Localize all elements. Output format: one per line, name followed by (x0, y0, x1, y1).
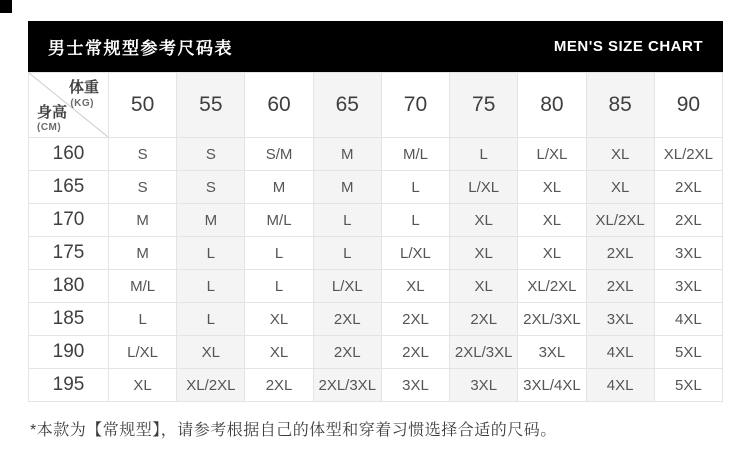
size-cell: L (313, 204, 381, 237)
size-cell: M (313, 138, 381, 171)
height-label: 身高 (37, 103, 68, 121)
height-header-cell: 190 (29, 336, 109, 369)
weight-header-cell: 85 (586, 73, 654, 138)
size-cell: 2XL (586, 270, 654, 303)
size-cell: 2XL/3XL (518, 303, 586, 336)
table-row (29, 237, 723, 270)
size-cell: 4XL (586, 369, 654, 402)
size-cell: 2XL (313, 336, 381, 369)
size-cell: 2XL (381, 336, 449, 369)
size-cell: XL (381, 270, 449, 303)
chart-title-english: MEN'S SIZE CHART (553, 38, 703, 55)
chart-title-chinese: 男士常规型参考尺码表 (48, 39, 233, 58)
size-cell: M (245, 171, 313, 204)
size-cell: XL/2XL (177, 369, 245, 402)
height-header-cell: 195 (29, 369, 109, 402)
weight-header-cell: 80 (518, 73, 586, 138)
size-cell: 3XL/4XL (518, 369, 586, 402)
size-cell: 2XL (381, 303, 449, 336)
size-cell: 3XL (518, 336, 586, 369)
size-cell: 5XL (654, 369, 722, 402)
table-row (29, 138, 723, 171)
weight-header-cell: 70 (381, 73, 449, 138)
size-cell: XL (518, 204, 586, 237)
size-cell: XL (109, 369, 177, 402)
size-cell: L (450, 138, 518, 171)
size-cell: XL (245, 336, 313, 369)
size-cell: L/XL (518, 138, 586, 171)
size-cell: 2XL/3XL (313, 369, 381, 402)
size-cell: L (245, 237, 313, 270)
size-cell: 3XL (381, 369, 449, 402)
size-cell: 2XL (450, 303, 518, 336)
size-cell: M (313, 171, 381, 204)
size-cell: L (245, 270, 313, 303)
size-cell: L/XL (313, 270, 381, 303)
height-axis-label (37, 105, 67, 134)
size-cell: S/M (245, 138, 313, 171)
size-cell: 4XL (654, 303, 722, 336)
size-cell: S (177, 171, 245, 204)
size-cell: 2XL/3XL (450, 336, 518, 369)
weight-header-cell: 65 (313, 73, 381, 138)
size-cell: 3XL (450, 369, 518, 402)
size-cell: S (177, 138, 245, 171)
table-row (29, 171, 723, 204)
size-cell: L (381, 204, 449, 237)
size-cell: L/XL (109, 336, 177, 369)
size-cell: XL (450, 237, 518, 270)
size-cell: L (381, 171, 449, 204)
size-cell: 4XL (586, 336, 654, 369)
size-cell: S (109, 171, 177, 204)
height-header-cell: 165 (29, 171, 109, 204)
size-cell: M (109, 237, 177, 270)
size-cell: XL (450, 270, 518, 303)
size-cell: M (109, 204, 177, 237)
size-cell: XL/2XL (586, 204, 654, 237)
size-cell: M (177, 204, 245, 237)
height-header-cell: 180 (29, 270, 109, 303)
size-cell: XL (518, 237, 586, 270)
size-cell: L (177, 237, 245, 270)
table-row (29, 336, 723, 369)
height-header-cell: 170 (29, 204, 109, 237)
weight-header-cell: 60 (245, 73, 313, 138)
size-cell: L/XL (381, 237, 449, 270)
height-header-cell: 185 (29, 303, 109, 336)
size-cell: XL (586, 138, 654, 171)
height-header-cell: 160 (29, 138, 109, 171)
size-table (28, 72, 723, 402)
size-cell: M/L (381, 138, 449, 171)
size-cell: 2XL (245, 369, 313, 402)
height-unit: (CM) (37, 122, 62, 133)
size-cell: XL (177, 336, 245, 369)
footnote: *本款为【常规型】，请参考根据自己的体型和穿着习惯选择合适的尺码。 (30, 422, 557, 439)
size-cell: 2XL (654, 204, 722, 237)
size-cell: S (109, 138, 177, 171)
weight-axis-label (69, 80, 99, 109)
size-cell: M/L (109, 270, 177, 303)
size-cell: XL (450, 204, 518, 237)
size-cell: XL (518, 171, 586, 204)
size-chart-panel (28, 21, 723, 440)
corner-artifact (0, 0, 12, 13)
height-header-cell: 175 (29, 237, 109, 270)
size-cell: XL/2XL (518, 270, 586, 303)
table-row (29, 204, 723, 237)
weight-header-cell: 75 (450, 73, 518, 138)
size-cell: L (177, 303, 245, 336)
size-cell: 3XL (586, 303, 654, 336)
size-cell: M/L (245, 204, 313, 237)
size-cell: L/XL (450, 171, 518, 204)
weights-header-row (29, 73, 723, 138)
size-cell: 3XL (654, 237, 722, 270)
corner-cell (29, 73, 109, 138)
size-cell: XL (586, 171, 654, 204)
weight-header-cell: 50 (109, 73, 177, 138)
size-cell: 2XL (654, 171, 722, 204)
size-cell: 2XL (313, 303, 381, 336)
weight-header-cell: 55 (177, 73, 245, 138)
table-row (29, 369, 723, 402)
chart-title-bar (28, 21, 723, 72)
size-cell: 3XL (654, 270, 722, 303)
size-cell: XL/2XL (654, 138, 722, 171)
size-cell: 2XL (586, 237, 654, 270)
weight-label: 体重 (68, 79, 99, 96)
size-cell: L (109, 303, 177, 336)
size-cell: XL (245, 303, 313, 336)
weight-header-cell: 90 (654, 73, 722, 138)
size-cell: L (177, 270, 245, 303)
table-row (29, 303, 723, 336)
weight-unit: (KG) (70, 97, 94, 109)
table-row (29, 270, 723, 303)
size-cell: 5XL (654, 336, 722, 369)
size-cell: L (313, 237, 381, 270)
